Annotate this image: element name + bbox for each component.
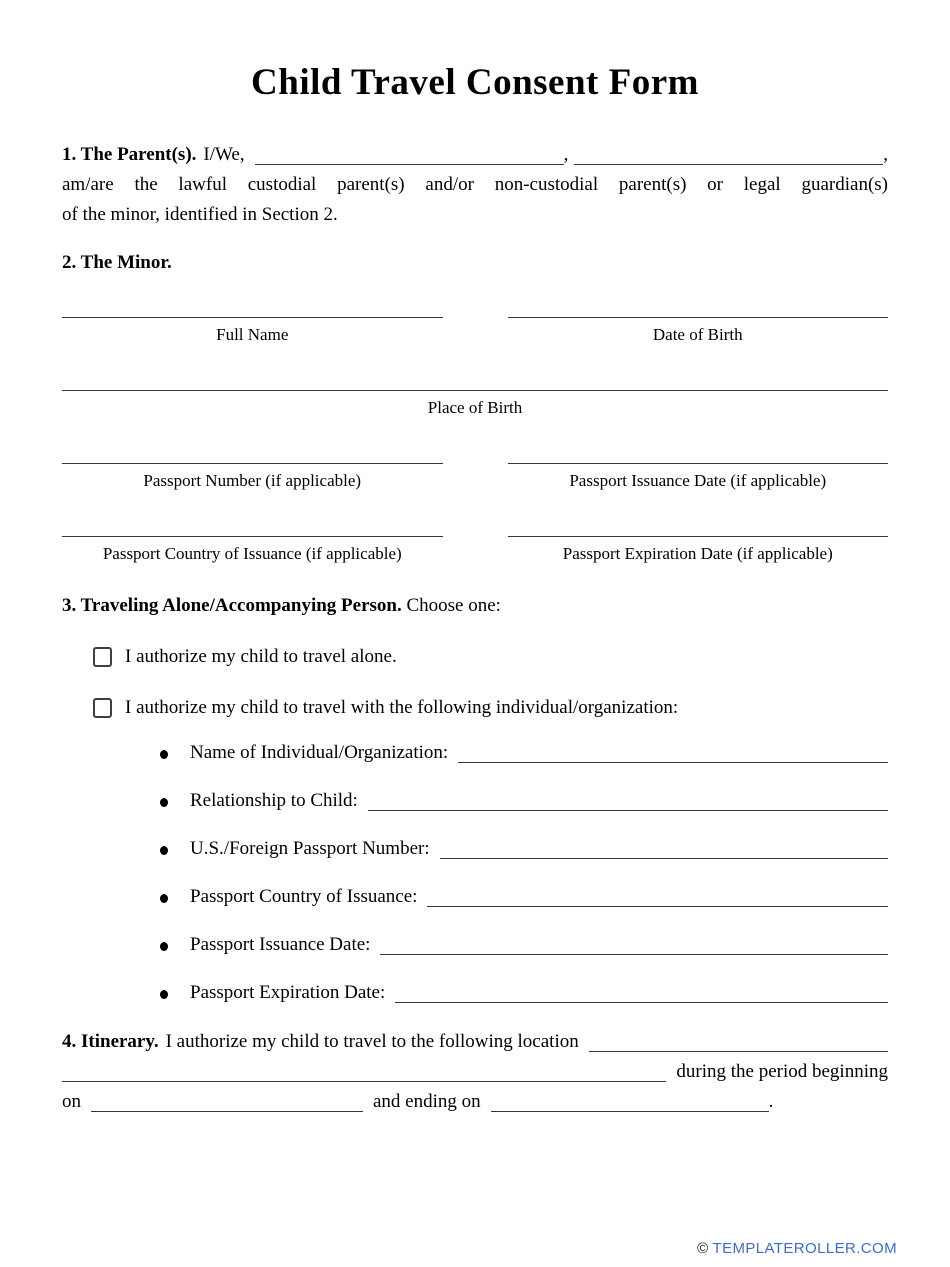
section-4-text-3: on	[62, 1091, 81, 1112]
parent-2-name-blank[interactable]	[574, 164, 883, 165]
bullet-icon	[160, 750, 168, 759]
field-passport-issuance-date	[508, 463, 889, 491]
period-ending-date-blank[interactable]	[491, 1111, 769, 1112]
section-1-line-2: am/are the lawful custodial parent(s) and/or non-custodial parent(s) or legal guardian(s)	[62, 174, 888, 195]
passport-number-label: Passport Number (if applicable)	[143, 471, 362, 490]
travel-with-checkbox[interactable]	[93, 698, 112, 718]
field-row-passport-2	[62, 536, 888, 564]
accompanying-person-details	[62, 738, 888, 1008]
us-foreign-passport-number-label: U.S./Foreign Passport Number:	[190, 838, 430, 859]
field-passport-number	[62, 463, 443, 491]
relationship-to-child-blank[interactable]	[368, 810, 888, 811]
passport-issuance-date-bullet-blank[interactable]	[380, 954, 888, 955]
individual-organization-label: Name of Individual/Organization:	[190, 742, 449, 763]
section-2-heading: 2. The Minor.	[62, 252, 172, 273]
field-full-name	[62, 317, 443, 345]
section-4-text-2: during the period beginning	[676, 1061, 888, 1082]
field-passport-expiration-date	[508, 536, 889, 564]
travel-with-label: I authorize my child to travel with the following individual/organization:	[125, 697, 679, 718]
passport-country-of-issuance-blank[interactable]	[427, 906, 888, 907]
section-4-text-4: and ending on	[373, 1091, 481, 1112]
field-passport-country	[62, 536, 443, 564]
relationship-to-child-label: Relationship to Child:	[190, 790, 358, 811]
travel-alone-checkbox[interactable]	[93, 647, 112, 667]
field-row-name-dob	[62, 317, 888, 345]
templateroller-link[interactable]: TEMPLATEROLLER.COM	[712, 1240, 897, 1257]
field-row-place-of-birth	[62, 390, 888, 418]
section-3-instruction: Choose one:	[406, 595, 501, 616]
section-4-line-2	[62, 1057, 888, 1087]
list-item	[160, 786, 888, 816]
travel-alone-label: I authorize my child to travel alone.	[125, 646, 397, 667]
list-item	[160, 882, 888, 912]
passport-country-label: Passport Country of Issuance (if applicable)	[102, 544, 402, 563]
list-item	[160, 738, 888, 768]
section-4-line-3	[62, 1087, 888, 1117]
comma-text: ,	[883, 144, 889, 165]
bullet-icon	[160, 942, 168, 951]
passport-issuance-date-label: Passport Issuance Date (if applicable)	[569, 471, 827, 490]
footer	[697, 1240, 897, 1258]
travel-location-blank-1[interactable]	[589, 1051, 888, 1052]
option-travel-alone	[93, 642, 888, 672]
section-1-iwe-text: I/We,	[203, 144, 245, 165]
section-1-parents	[62, 140, 888, 230]
list-item	[160, 834, 888, 864]
passport-country-of-issuance-label: Passport Country of Issuance:	[190, 886, 418, 907]
list-item	[160, 930, 888, 960]
bullet-icon	[160, 990, 168, 999]
passport-expiration-date-bullet-label: Passport Expiration Date:	[190, 982, 386, 1003]
section-3-heading-bold: 3. Traveling Alone/Accompanying Person.	[62, 595, 402, 616]
bullet-icon	[160, 894, 168, 903]
section-2-fields	[62, 317, 888, 564]
date-of-birth-label: Date of Birth	[652, 325, 743, 344]
list-item	[160, 978, 888, 1008]
copyright-symbol: ©	[697, 1240, 709, 1257]
passport-issuance-date-bullet-label: Passport Issuance Date:	[190, 934, 371, 955]
bullet-icon	[160, 798, 168, 807]
full-name-label: Full Name	[216, 325, 289, 344]
section-1-line-3: of the minor, identified in Section 2.	[62, 204, 338, 225]
section-1-heading: 1. The Parent(s).	[62, 144, 197, 165]
passport-expiration-date-bullet-blank[interactable]	[395, 1002, 888, 1003]
travel-location-blank-2[interactable]	[62, 1081, 666, 1082]
period-text: .	[768, 1091, 774, 1112]
section-4-itinerary	[62, 1027, 888, 1117]
us-foreign-passport-number-blank[interactable]	[440, 858, 888, 859]
parent-1-name-blank[interactable]	[255, 164, 564, 165]
section-4-heading: 4. Itinerary.	[62, 1031, 159, 1052]
passport-expiration-date-label: Passport Expiration Date (if applicable)	[562, 544, 833, 563]
document-title: Child Travel Consent Form	[251, 62, 699, 103]
section-4-text-1: I authorize my child to travel to the following location	[165, 1031, 579, 1052]
comma-text: ,	[563, 144, 569, 165]
section-3-heading	[62, 591, 888, 621]
individual-organization-blank[interactable]	[458, 762, 888, 763]
field-row-passport-1	[62, 463, 888, 491]
place-of-birth-label: Place of Birth	[427, 398, 523, 417]
section-4-line-1	[62, 1027, 888, 1057]
period-beginning-date-blank[interactable]	[91, 1111, 363, 1112]
field-date-of-birth	[508, 317, 889, 345]
bullet-icon	[160, 846, 168, 855]
field-place-of-birth	[62, 390, 888, 418]
section-1-line-1	[62, 140, 888, 170]
option-travel-with	[93, 693, 888, 723]
